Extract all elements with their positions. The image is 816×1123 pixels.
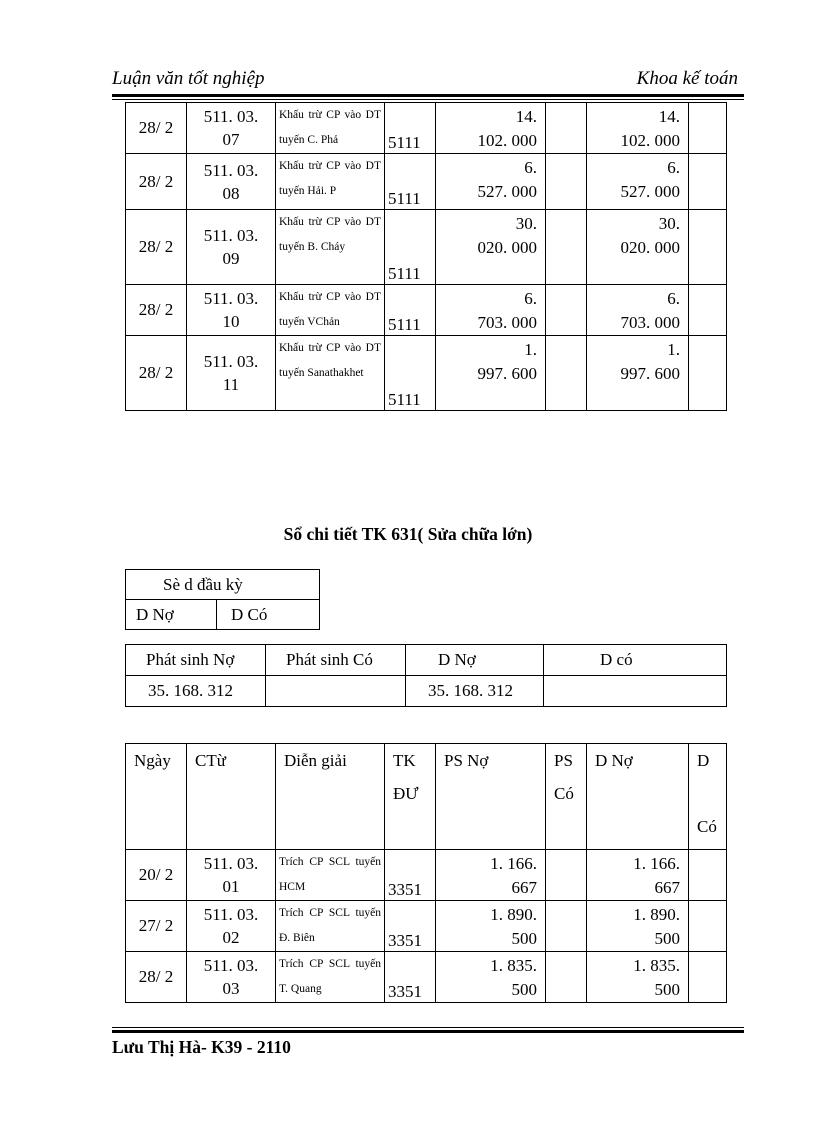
cell-d-no-line1: 1. 835.	[633, 956, 680, 975]
cell-account: 5111	[385, 336, 436, 411]
cell-voucher-line2: 02	[222, 928, 240, 947]
cell-date: 28/ 2	[126, 103, 187, 154]
cell-voucher-line1: 511. 03.	[203, 226, 259, 245]
cell-date: 28/ 2	[126, 210, 187, 285]
cell-ps-no-line2: 667	[511, 878, 537, 897]
cell-voucher	[187, 285, 276, 336]
summary-header-d-no: D Nợ	[406, 645, 544, 676]
cell-d-co	[689, 285, 727, 336]
cell-d-no	[587, 850, 689, 901]
cell-voucher	[187, 850, 276, 901]
cell-description: Trích CP SCL tuyến T. Quang	[276, 952, 385, 1003]
col-header-tk: TK	[393, 751, 416, 770]
col-header-d-co	[689, 744, 727, 850]
ledger-detail-table	[125, 743, 727, 1003]
col-header-co-2: Có	[697, 817, 717, 836]
cell-description: Trích CP SCL tuyến HCM	[276, 850, 385, 901]
cell-d-co	[689, 103, 727, 154]
cell-description: Trích CP SCL tuyến Đ. Biên	[276, 901, 385, 952]
col-header-ps-no: PS Nợ	[436, 744, 546, 850]
footer-author: Lưu Thị Hà- K39 - 2110	[112, 1037, 291, 1057]
cell-d-no-line1: 1.	[667, 340, 680, 359]
col-header-dien-giai: Diễn giải	[276, 744, 385, 850]
cell-d-no	[587, 952, 689, 1003]
cell-d-no-line1: 6.	[667, 158, 680, 177]
cell-d-no-line1: 14.	[658, 107, 680, 126]
cell-ps-no	[436, 901, 546, 952]
table-row	[126, 103, 727, 154]
cell-voucher-line2: 11	[222, 375, 240, 394]
cell-d-no	[587, 901, 689, 952]
cell-d-no	[587, 210, 689, 285]
cell-voucher-line2: 03	[222, 979, 240, 998]
cell-ps-no-line1: 6.	[524, 158, 537, 177]
cell-voucher-line1: 511. 03.	[203, 905, 259, 924]
cell-ps-co	[546, 952, 587, 1003]
col-header-tk-du	[385, 744, 436, 850]
cell-ps-no	[436, 850, 546, 901]
cell-voucher	[187, 952, 276, 1003]
cell-date: 28/ 2	[126, 285, 187, 336]
cell-d-no	[587, 336, 689, 411]
cell-ps-co	[546, 210, 587, 285]
cell-d-no	[587, 154, 689, 210]
cell-ps-no	[436, 103, 546, 154]
cell-ps-no	[436, 210, 546, 285]
cell-voucher-line1: 511. 03.	[203, 160, 259, 180]
cell-ps-no	[436, 952, 546, 1003]
cell-ps-no-line1: 1. 166.	[490, 854, 537, 873]
summary-value-ps-no: 35. 168. 312	[126, 676, 266, 707]
table-row	[126, 901, 727, 952]
cell-ps-no-line2: 500	[511, 929, 537, 948]
cell-d-co	[689, 336, 727, 411]
col-header-d: D	[697, 751, 710, 770]
opening-balance-debit: D Nợ	[126, 600, 217, 630]
cell-d-no-line1: 30.	[658, 214, 680, 233]
cell-ps-no-line2: 020. 000	[477, 238, 537, 257]
cell-ps-no	[436, 154, 546, 210]
col-header-ps-co	[546, 744, 587, 850]
cell-voucher	[187, 336, 276, 411]
cell-d-no-line1: 1. 166.	[633, 854, 680, 873]
cell-account: 3351	[385, 850, 436, 901]
summary-value-d-no: 35. 168. 312	[406, 676, 544, 707]
opening-balance-credit: D Có	[217, 600, 320, 630]
col-header-du: ĐƯ	[393, 784, 419, 803]
cell-d-co	[689, 210, 727, 285]
cell-voucher-line2: 09	[222, 249, 240, 268]
cell-ps-no-line2: 500	[511, 980, 537, 999]
col-header-ngay: Ngày	[126, 744, 187, 850]
cell-voucher-line2: 01	[222, 877, 240, 896]
cell-ps-co	[546, 850, 587, 901]
col-header-ctu: CTừ	[187, 744, 276, 850]
cell-ps-no-line2: 527. 000	[477, 182, 537, 201]
footer-rule	[112, 1030, 744, 1033]
cell-ps-co	[546, 336, 587, 411]
summary-header-ps-no: Phát sinh Nợ	[126, 645, 266, 676]
header-faculty-label: Khoa kế toán	[636, 68, 738, 89]
cell-d-no-line1: 1. 890.	[633, 905, 680, 924]
cell-description: Khấu trừ CP vào DT tuyến Sanathakhet	[276, 336, 385, 411]
summary-value-d-co	[544, 676, 727, 707]
summary-header-d-co: D có	[544, 645, 727, 676]
cell-d-co	[689, 901, 727, 952]
cell-ps-no-line2: 997. 600	[477, 364, 537, 383]
cell-d-no-line2: 020. 000	[620, 238, 680, 257]
opening-balance-title: Sè d đầu kỳ	[126, 570, 320, 600]
table-row	[126, 285, 727, 336]
summary-header-ps-co: Phát sinh Có	[266, 645, 406, 676]
header-rule-thin	[112, 99, 744, 100]
cell-ps-no-line1: 14.	[515, 107, 537, 126]
cell-ps-co	[546, 154, 587, 210]
cell-voucher-line1: 511. 03.	[203, 107, 259, 126]
cell-date: 27/ 2	[126, 901, 187, 952]
cell-voucher	[187, 103, 276, 154]
cell-description: Khấu trừ CP vào DT tuyến B. Cháy	[276, 210, 385, 285]
cell-ps-co	[546, 901, 587, 952]
summary-table	[125, 644, 727, 707]
cell-account: 5111	[385, 210, 436, 285]
header-thesis-label: Luận văn tốt nghiệp	[112, 68, 265, 89]
cell-date: 28/ 2	[126, 154, 187, 210]
cell-d-no-line2: 997. 600	[620, 364, 680, 383]
cell-d-no-line1: 6.	[667, 289, 680, 308]
cell-date: 28/ 2	[126, 952, 187, 1003]
cell-voucher-line1: 511. 03.	[203, 956, 259, 975]
cell-d-co	[689, 952, 727, 1003]
cell-d-co	[689, 850, 727, 901]
col-header-co: Có	[554, 784, 574, 803]
cell-ps-no-line1: 1.	[524, 340, 537, 359]
cell-account: 3351	[385, 901, 436, 952]
cell-ps-no-line1: 30.	[515, 214, 537, 233]
cell-description: Khấu trừ CP vào DT tuyến C. Phả	[276, 103, 385, 154]
cell-d-no-line2: 102. 000	[620, 131, 680, 150]
cell-ps-no-line2: 102. 000	[477, 131, 537, 150]
table-row	[126, 850, 727, 901]
cell-ps-no-line1: 1. 835.	[490, 956, 537, 975]
cell-d-no	[587, 103, 689, 154]
cell-ps-co	[546, 103, 587, 154]
cell-ps-no-line1: 1. 890.	[490, 905, 537, 924]
cell-ps-no	[436, 285, 546, 336]
cell-ps-no-line2: 703. 000	[477, 313, 537, 332]
cell-d-no-line2: 527. 000	[620, 182, 680, 201]
table-row	[126, 336, 727, 411]
cell-date: 28/ 2	[126, 336, 187, 411]
cell-voucher-line1: 511. 03.	[203, 289, 259, 308]
cell-ps-no	[436, 336, 546, 411]
cell-d-no-line2: 500	[654, 980, 680, 999]
cell-voucher-line2: 10	[222, 312, 240, 331]
cell-ps-co	[546, 285, 587, 336]
ledger-continuation-table	[125, 102, 727, 411]
section-title: Sổ chi tiết TK 631( Sửa chữa lớn)	[283, 524, 533, 544]
cell-description: Khấu trừ CP vào DT tuyến Hải. P	[276, 154, 385, 210]
cell-voucher-line1: 511. 03.	[203, 352, 259, 371]
cell-account: 3351	[385, 952, 436, 1003]
cell-d-no-line2: 667	[654, 878, 680, 897]
summary-value-ps-co	[266, 676, 406, 707]
cell-account: 5111	[385, 285, 436, 336]
cell-description: Khấu trừ CP vào DT tuyến VChản	[276, 285, 385, 336]
cell-d-no-line2: 703. 000	[620, 313, 680, 332]
cell-d-co	[689, 154, 727, 210]
table-row	[126, 952, 727, 1003]
cell-ps-no-line1: 6.	[524, 289, 537, 308]
cell-voucher-line2: 07	[222, 130, 240, 149]
cell-d-no-line2: 500	[654, 929, 680, 948]
cell-account: 5111	[385, 103, 436, 154]
cell-voucher-line1: 511. 03.	[203, 854, 259, 873]
cell-voucher	[187, 210, 276, 285]
table-row	[126, 210, 727, 285]
cell-account: 5111	[385, 154, 436, 210]
table-row	[126, 154, 727, 210]
header-rule	[112, 94, 744, 97]
cell-voucher	[187, 901, 276, 952]
col-header-ps: PS	[554, 751, 573, 770]
cell-voucher-line2: 08	[222, 183, 240, 203]
opening-balance-table	[125, 569, 320, 630]
footer-rule-thin	[112, 1027, 744, 1028]
col-header-d-no: D Nợ	[587, 744, 689, 850]
cell-voucher	[187, 154, 276, 210]
cell-d-no	[587, 285, 689, 336]
cell-date: 20/ 2	[126, 850, 187, 901]
